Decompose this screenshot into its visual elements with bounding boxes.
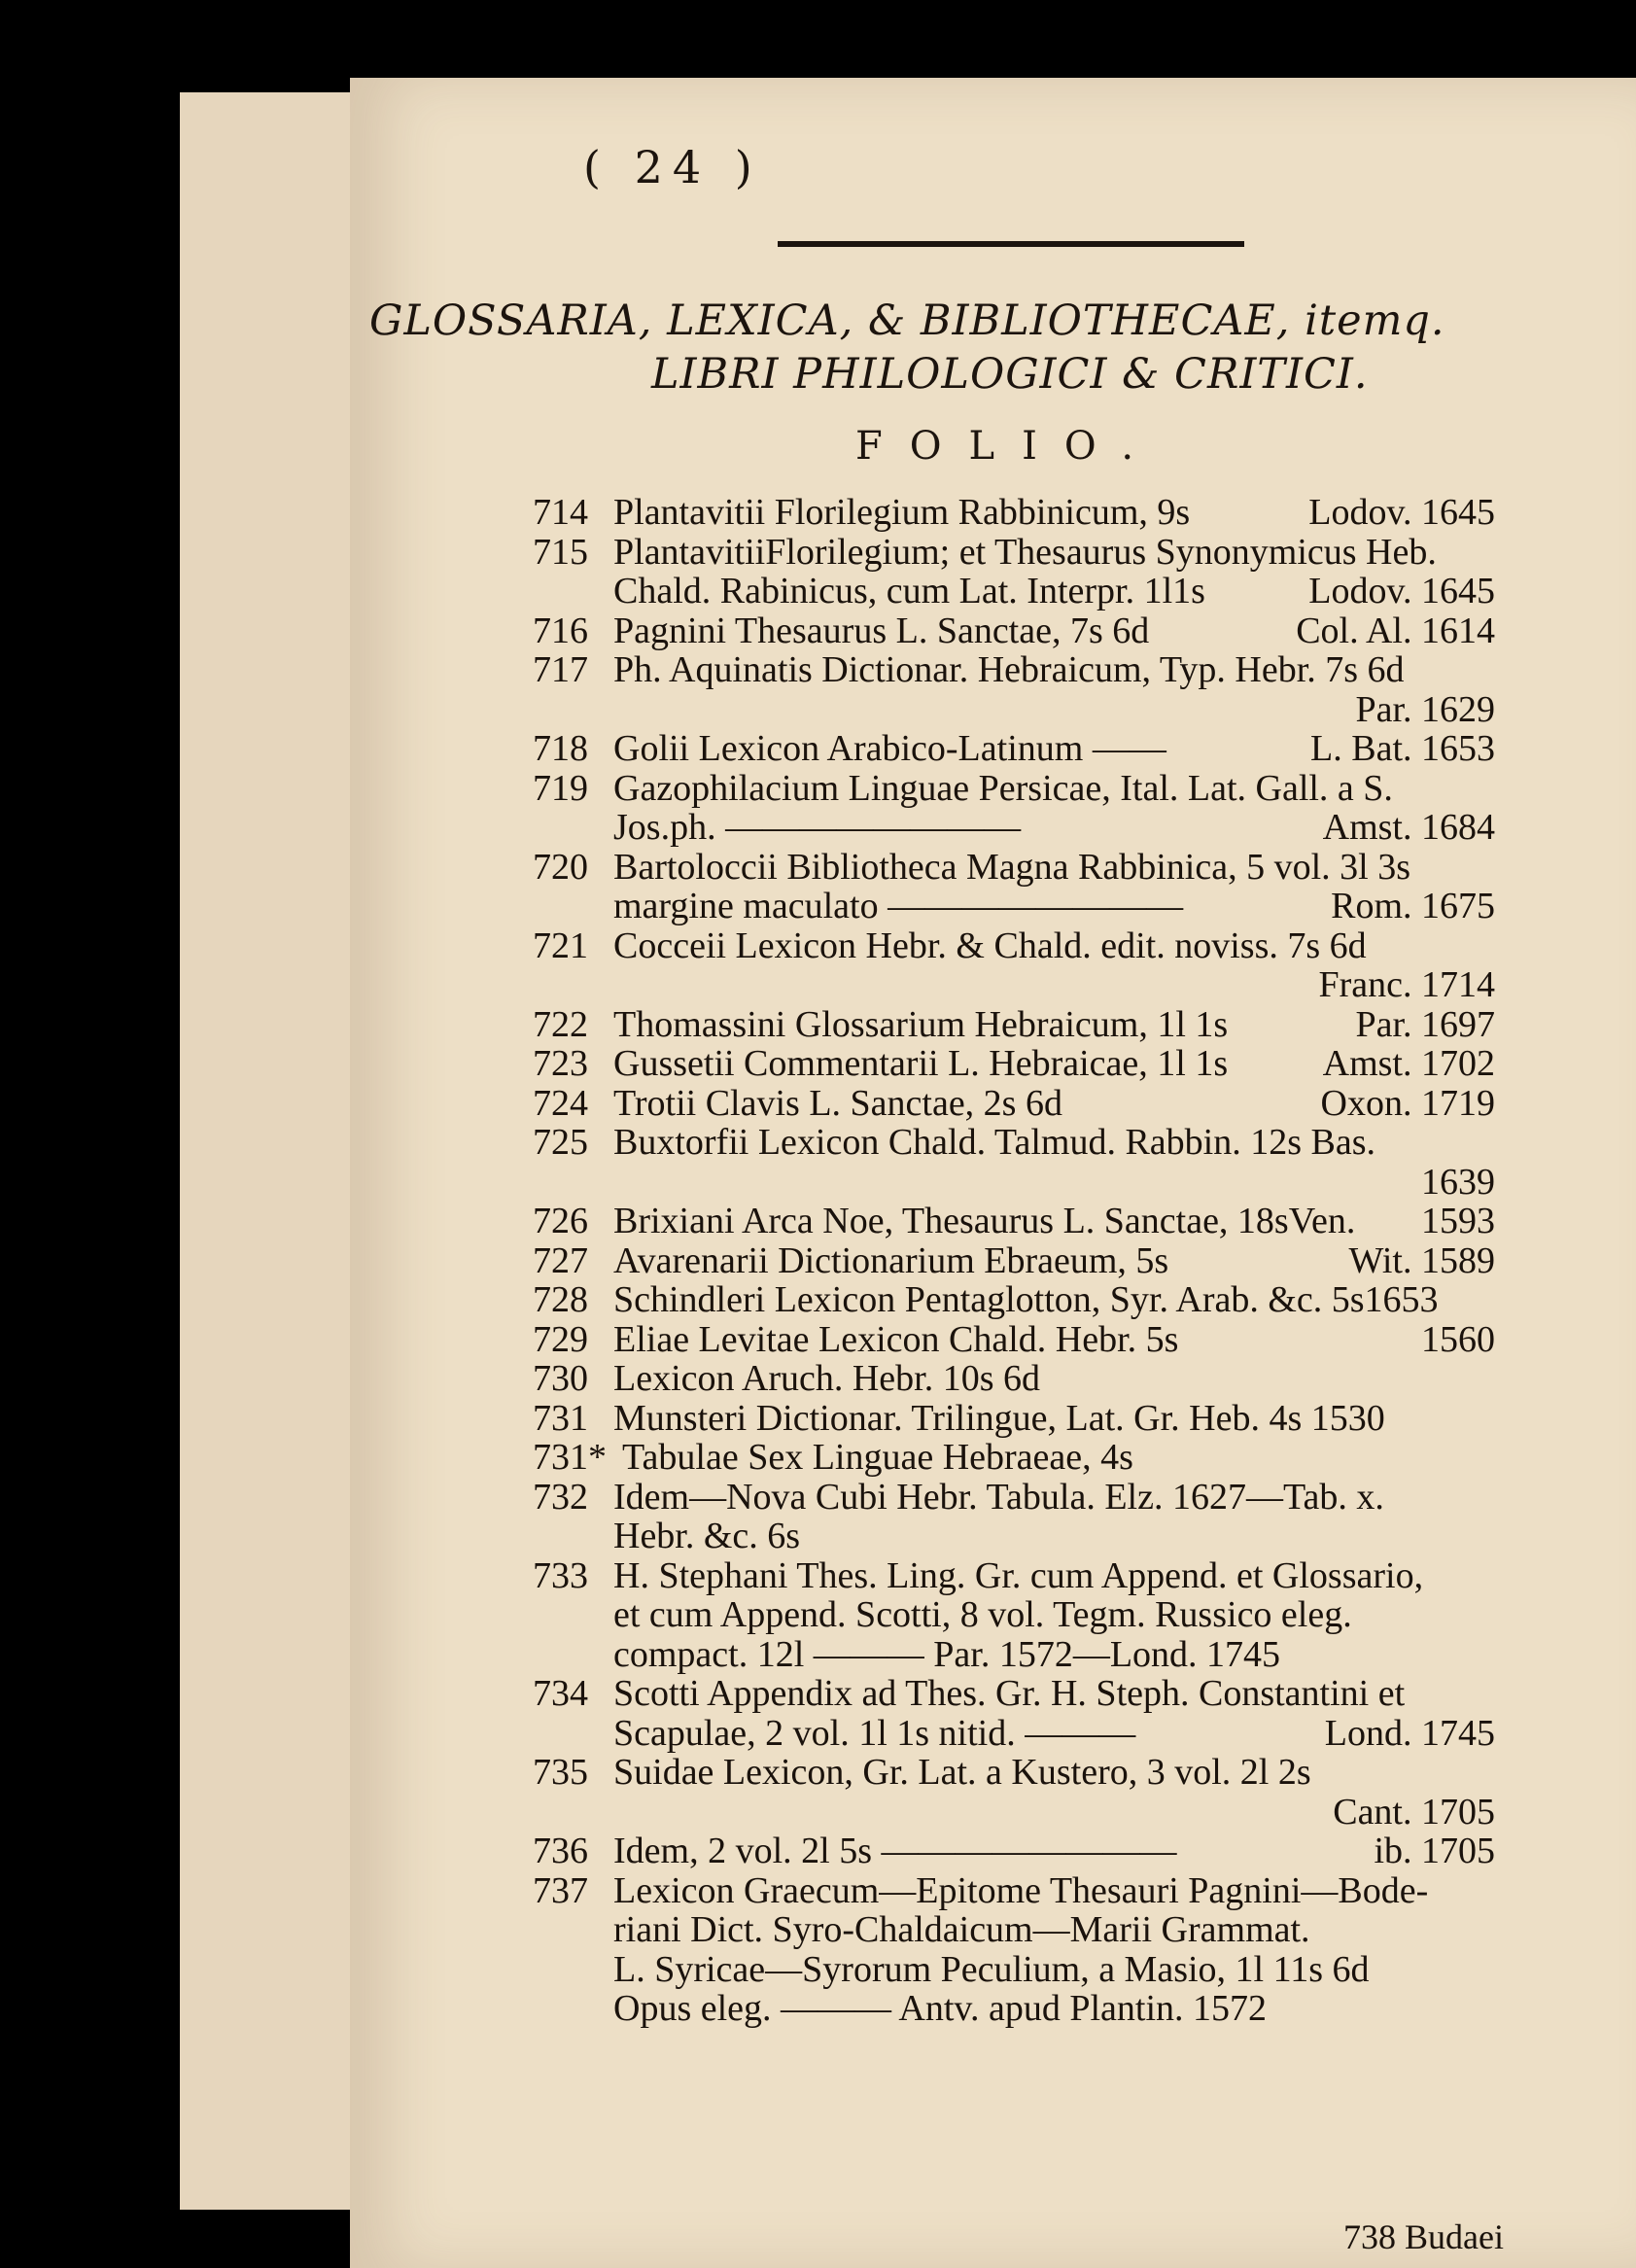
entry-text: Opus eleg. ——— Antv. apud Plantin. 1572	[613, 1988, 1267, 2029]
entry-text: Scotti Appendix ad Thes. Gr. H. Steph. Constantini et	[613, 1673, 1406, 1714]
catalogue-line	[533, 885, 1495, 929]
entry-number: 733	[533, 1554, 588, 1596]
entry-text: margine maculato ————————	[613, 886, 1184, 926]
entry-text: Jos.ph. ————————	[613, 807, 1022, 848]
catalogue-line	[533, 648, 1495, 693]
page-number: ( 24 )	[583, 141, 762, 193]
entry-number: 727	[533, 1239, 588, 1281]
header-rule	[778, 241, 1244, 247]
entry-number: 715	[533, 531, 588, 573]
catalogue-line	[533, 1161, 1495, 1205]
catalogue-line	[533, 1633, 1495, 1678]
catalogue-line	[533, 531, 1495, 576]
entry-imprint: Amst. 1702	[1322, 1043, 1495, 1084]
catalogue-line	[533, 1278, 1495, 1323]
entry-number: 722	[533, 1003, 588, 1045]
entry-number: 714	[533, 492, 588, 533]
entry-text: Lexicon Graecum—Epitome Thesauri Pagnini—Bode-	[613, 1869, 1429, 1911]
page-edges	[180, 92, 365, 2210]
entry-imprint: 1639	[1421, 1161, 1495, 1203]
entry-imprint: Par. 1697	[1355, 1003, 1495, 1045]
catalogue-line	[533, 688, 1495, 733]
entry-number: 731	[533, 1397, 588, 1439]
catalogue-line	[533, 1593, 1495, 1638]
entry-imprint: Cant. 1705	[1333, 1791, 1495, 1832]
entry-number: 730	[533, 1358, 588, 1399]
entry-number: 719	[533, 767, 588, 809]
catalogue-line	[533, 925, 1495, 969]
entry-text: Gazophilacium Linguae Persicae, Ital. Lat. Gall. a S.	[613, 767, 1393, 809]
entry-number: 721	[533, 925, 588, 966]
leaf-6	[250, 92, 366, 2210]
entry-text: Lexicon Aruch. Hebr. 10s 6d	[613, 1358, 1041, 1399]
entry-imprint: Lodov. 1645	[1308, 492, 1495, 533]
entry-imprint: L. Bat. 1653	[1310, 728, 1495, 769]
catalogue-line	[533, 727, 1495, 772]
entry-number: 716	[533, 610, 588, 651]
entry-text: Pagnini Thesaurus L. Sanctae, 7s 6d	[613, 610, 1150, 651]
entry-text: Ph. Aquinatis Dictionar. Hebraicum, Typ. Hebr. 7s 6d	[613, 649, 1405, 690]
entry-number: 729	[533, 1318, 588, 1360]
catalogue-line	[533, 1672, 1495, 1717]
catalogue-line	[533, 1712, 1495, 1757]
catalogue-line	[533, 1239, 1495, 1284]
heading-line-1: GLOSSARIA, LEXICA, & BIBLIOTHECAE, itemq.	[369, 297, 1445, 345]
entry-text: Schindleri Lexicon Pentaglotton, Syr. Arab. &c. 5s1653	[613, 1279, 1439, 1320]
entry-imprint: Franc. 1714	[1318, 964, 1495, 1005]
catalogue-line	[533, 1042, 1495, 1087]
entry-imprint: Par. 1629	[1355, 688, 1495, 730]
entry-text: Hebr. &c. 6s	[613, 1516, 801, 1556]
entry-number: 726	[533, 1201, 588, 1241]
entry-imprint: Rom. 1675	[1331, 886, 1495, 926]
entry-text: et cum Append. Scotti, 8 vol. Tegm. Russico eleg.	[613, 1594, 1352, 1635]
catalogue-line	[533, 806, 1495, 851]
entry-number: 724	[533, 1082, 588, 1124]
entry-imprint: 1560	[1421, 1318, 1495, 1360]
catalogue-line	[533, 610, 1495, 654]
entry-number: 734	[533, 1673, 588, 1714]
entry-number: 725	[533, 1122, 588, 1163]
catalogue-line	[533, 1869, 1495, 1914]
entry-number: 737	[533, 1869, 588, 1911]
entry-imprint: 1593	[1421, 1201, 1495, 1241]
catalogue-line	[533, 491, 1495, 536]
catalogue-line	[533, 1200, 1495, 1244]
entry-text: Munsteri Dictionar. Trilingue, Lat. Gr. Heb. 4s 1530	[613, 1397, 1385, 1439]
entry-text: H. Stephani Thes. Ling. Gr. cum Append. et Glossario,	[613, 1554, 1424, 1596]
catalogue-line	[533, 846, 1495, 890]
entry-number: 736	[533, 1831, 588, 1871]
entry-number: 723	[533, 1043, 588, 1084]
catalogue-line	[533, 1476, 1495, 1520]
catalogue-line	[533, 1515, 1495, 1559]
catalogue-line	[533, 1003, 1495, 1048]
catalogue-line	[533, 1357, 1495, 1402]
entry-imprint: Col. Al. 1614	[1296, 610, 1495, 651]
catalogue-line	[533, 1397, 1495, 1442]
entry-text: Plantavitii Florilegium Rabbinicum, 9s	[613, 492, 1191, 533]
entry-imprint: Lond. 1745	[1324, 1712, 1495, 1754]
entry-text: Chald. Rabinicus, cum Lat. Interpr. 1l1s	[613, 571, 1205, 611]
entry-imprint: Oxon. 1719	[1320, 1082, 1495, 1124]
section-title: FOLIO.	[855, 424, 1162, 469]
entry-text: Eliae Levitae Lexicon Chald. Hebr. 5s	[613, 1318, 1179, 1360]
catalogue-line	[533, 767, 1495, 812]
catalogue-line	[533, 1987, 1495, 2032]
entry-text: riani Dict. Syro-Chaldaicum—Marii Grammat.	[613, 1909, 1310, 1950]
catalogue-line	[533, 1751, 1495, 1796]
entry-text: Brixiani Arca Noe, Thesaurus L. Sanctae, 18sVen.	[613, 1201, 1356, 1241]
entry-text: PlantavitiiFlorilegium; et Thesaurus Synonymicus Heb.	[613, 531, 1437, 573]
entry-text: Gussetii Commentarii L. Hebraicae, 1l 1s	[613, 1043, 1229, 1084]
entry-text: Bartoloccii Bibliotheca Magna Rabbinica, 5 vol. 3l 3s	[613, 846, 1410, 888]
entry-text: Cocceii Lexicon Hebr. & Chald. edit. noviss. 7s 6d	[613, 925, 1367, 966]
entry-number: 718	[533, 728, 588, 769]
catalogue-line	[533, 963, 1495, 1008]
entry-text: Avarenarii Dictionarium Ebraeum, 5s	[613, 1239, 1169, 1281]
entry-text: L. Syricae—Syrorum Peculium, a Masio, 1l 11s 6d	[613, 1948, 1370, 1990]
catalogue-line	[533, 1791, 1495, 1835]
catalogue-line	[533, 1082, 1495, 1127]
entry-number: 731*	[533, 1437, 607, 1478]
entry-imprint: ib. 1705	[1374, 1831, 1495, 1871]
entry-text: Thomassini Glossarium Hebraicum, 1l 1s	[613, 1003, 1229, 1045]
entry-text: Trotii Clavis L. Sanctae, 2s 6d	[613, 1082, 1062, 1124]
entry-text: compact. 12l ——— Par. 1572—Lond. 1745	[613, 1633, 1281, 1675]
entry-number: 717	[533, 649, 588, 690]
entry-number: 720	[533, 846, 588, 888]
catalogue-line	[533, 570, 1495, 614]
catalogue-line	[533, 1948, 1495, 1993]
catchword: 738 Budaei	[1343, 2217, 1504, 2256]
entry-imprint: Lodov. 1645	[1308, 571, 1495, 611]
catalogue-line	[533, 1830, 1495, 1874]
heading-line-2: LIBRI PHILOLOGICI & CRITICI.	[651, 350, 1369, 399]
catalogue-line	[533, 1121, 1495, 1166]
catalogue-line	[533, 1318, 1495, 1363]
catalogue-line	[533, 1436, 1495, 1481]
entry-text: Tabulae Sex Linguae Hebraeae, 4s	[622, 1437, 1133, 1478]
catalogue-line	[533, 1908, 1495, 1953]
entry-text: Buxtorfii Lexicon Chald. Talmud. Rabbin. 12s Bas.	[613, 1122, 1376, 1163]
entry-imprint: Wit. 1589	[1348, 1239, 1495, 1281]
entry-number: 728	[533, 1279, 588, 1320]
entry-imprint: Amst. 1684	[1322, 807, 1495, 848]
entry-text: Suidae Lexicon, Gr. Lat. a Kustero, 3 vol. 2l 2s	[613, 1752, 1311, 1793]
entry-text: Idem, 2 vol. 2l 5s ————————	[613, 1831, 1177, 1871]
entry-number: 735	[533, 1752, 588, 1793]
entry-text: Idem—Nova Cubi Hebr. Tabula. Elz. 1627—Tab. x.	[613, 1476, 1384, 1518]
entry-text: Scapulae, 2 vol. 1l 1s nitid. ———	[613, 1712, 1136, 1754]
catalogue-line	[533, 1554, 1495, 1599]
entry-number: 732	[533, 1476, 588, 1518]
entry-text: Golii Lexicon Arabico-Latinum ——	[613, 728, 1166, 769]
